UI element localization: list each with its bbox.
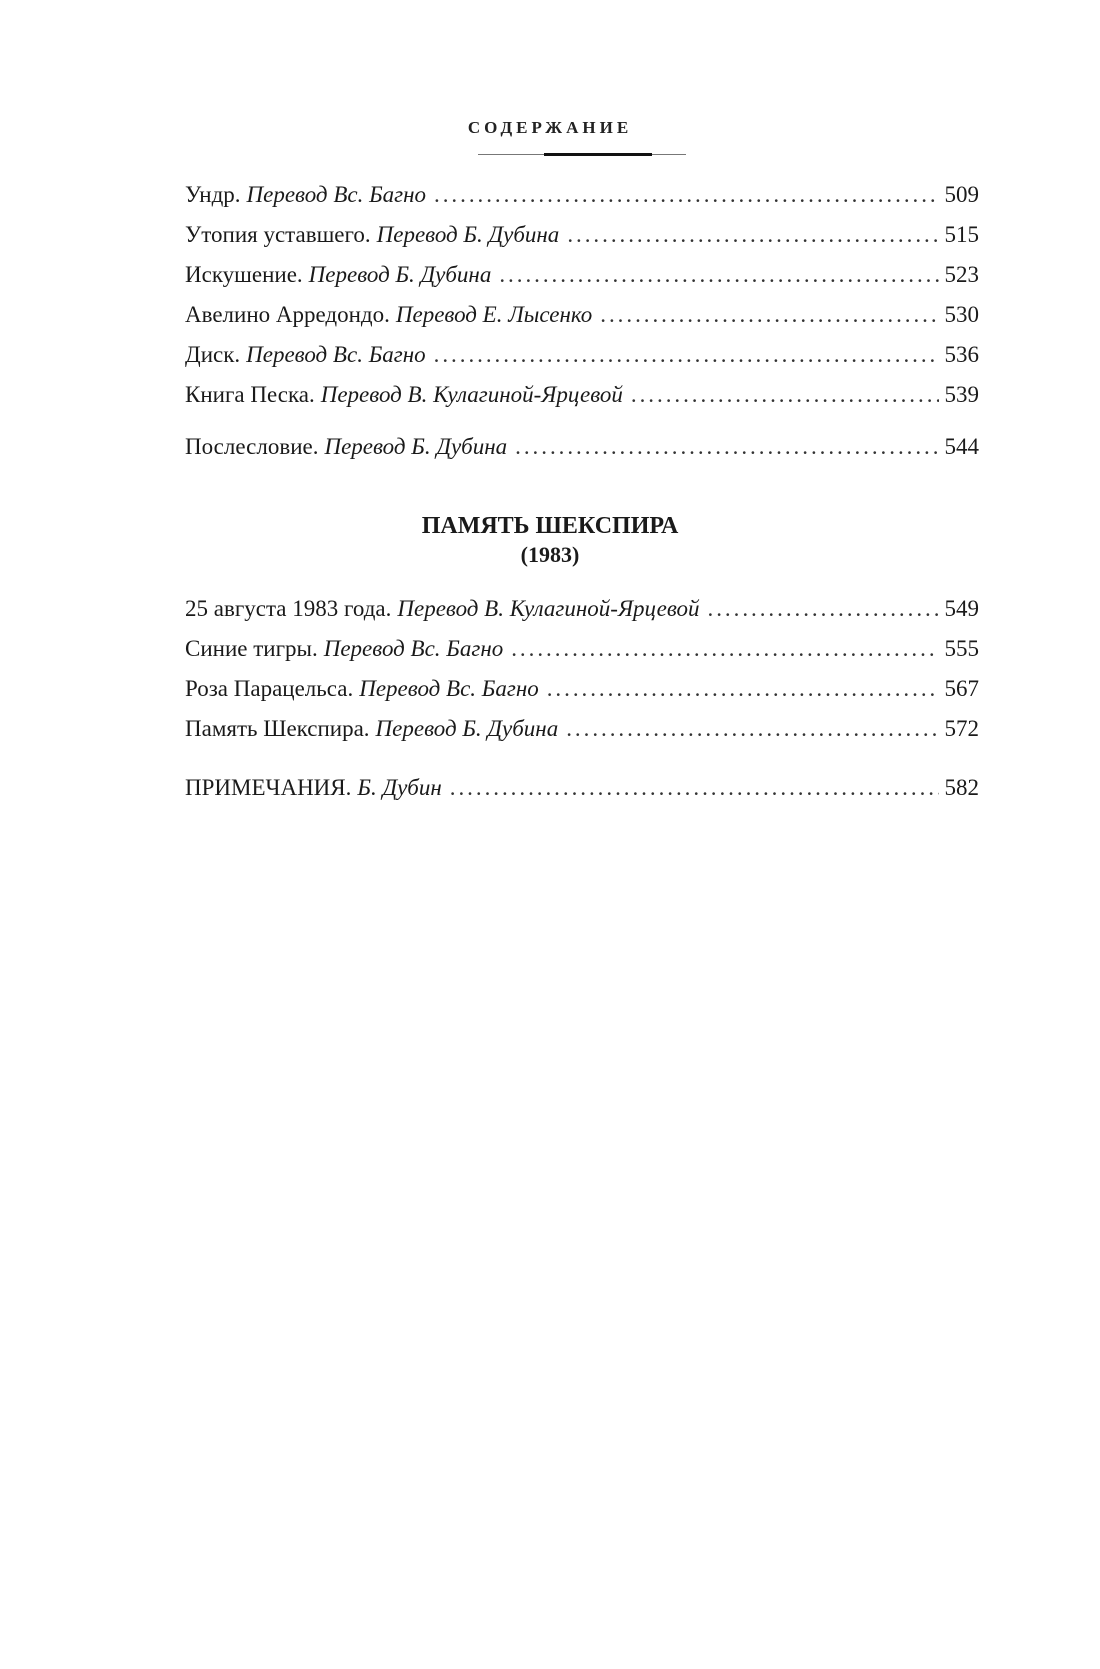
toc-entry-translator: Перевод Вс. Багно: [246, 342, 426, 367]
toc-entry-title: Утопия уставшего.: [185, 222, 371, 247]
toc-entry-translator: Перевод В. Кулагиной-Ярцевой: [397, 596, 700, 621]
dot-leader: [511, 635, 938, 663]
dot-leader: [547, 675, 939, 703]
toc-entry: [185, 675, 979, 703]
toc-entry-title: Книга Песка.: [185, 382, 315, 407]
section-year: (1983): [520, 542, 580, 567]
toc-entry-translator: Перевод В. Кулагиной-Ярцевой: [320, 382, 623, 407]
toc-entry-page: 515: [944, 222, 979, 247]
dot-leader: [600, 301, 938, 329]
section-title: ПАМЯТЬ ШЕКСПИРА: [421, 513, 679, 539]
toc-entry-page: 536: [944, 342, 979, 367]
toc-entry: [185, 341, 979, 369]
toc-entry-page: 544: [944, 434, 979, 459]
dot-leader: [450, 774, 939, 802]
dot-leader: [434, 341, 939, 369]
toc-entry-translator: Перевод Е. Лысенко: [395, 302, 593, 327]
toc-entry-title: Ундр.: [185, 182, 241, 207]
toc-entry-page: 509: [944, 182, 979, 207]
toc-entry-notes: [185, 774, 979, 802]
toc-entry-translator: Перевод Б. Дубина: [375, 716, 559, 741]
running-head-rule-accent: [544, 153, 652, 156]
toc-entry: [185, 381, 979, 409]
toc-entry-translator: Перевод Вс. Багно: [359, 676, 539, 701]
dot-leader: [566, 715, 938, 743]
toc-entry-title: 25 августа 1983 года.: [185, 596, 392, 621]
toc-entry-title: Авелино Арредондо.: [185, 302, 390, 327]
toc-entry-page: 567: [944, 676, 979, 701]
toc-entry-page: 539: [944, 382, 979, 407]
toc-entry-page: 572: [944, 716, 979, 741]
toc-entry-page: 530: [944, 302, 979, 327]
toc-entry-translator: Перевод Б. Дубина: [376, 222, 560, 247]
dot-leader: [567, 221, 938, 249]
toc-entry-title: Искушение.: [185, 262, 303, 287]
running-head: СОДЕРЖАНИЕ: [467, 118, 633, 137]
toc-entry: [185, 261, 979, 289]
toc-entry-translator: Б. Дубин: [357, 775, 442, 800]
toc-entry-translator: Перевод Вс. Багно: [323, 636, 504, 661]
toc-entry-page: 582: [944, 775, 979, 800]
toc-entry: [185, 433, 979, 461]
toc-entry-translator: Перевод Б. Дубина: [308, 262, 492, 287]
dot-leader: [631, 381, 939, 409]
toc-entry-page: 549: [944, 596, 979, 621]
dot-leader: [499, 261, 938, 289]
toc-entry-translator: Перевод Вс. Багно: [246, 182, 427, 207]
dot-leader: [708, 595, 939, 623]
toc-entry-title: Диск.: [185, 342, 241, 367]
toc-entry: [185, 595, 979, 623]
toc-entry-title: Синие тигры.: [185, 636, 318, 661]
toc-entry: [185, 301, 979, 329]
toc-entry: [185, 635, 979, 663]
toc-entry: [185, 181, 979, 209]
toc-entry-translator: Перевод Б. Дубина: [324, 434, 508, 459]
toc-entry-title: Роза Парацельса.: [185, 676, 354, 701]
dot-leader: [434, 181, 938, 209]
toc-entry-title: ПРИМЕЧАНИЯ.: [185, 775, 352, 800]
toc-entry: [185, 715, 979, 743]
toc-entry-title: Память Шекспира.: [185, 716, 370, 741]
toc-entry: [185, 221, 979, 249]
dot-leader: [515, 433, 938, 461]
toc-entry-title: Послесловие.: [185, 434, 319, 459]
toc-entry-page: 555: [944, 636, 979, 661]
toc-entry-page: 523: [944, 262, 979, 287]
